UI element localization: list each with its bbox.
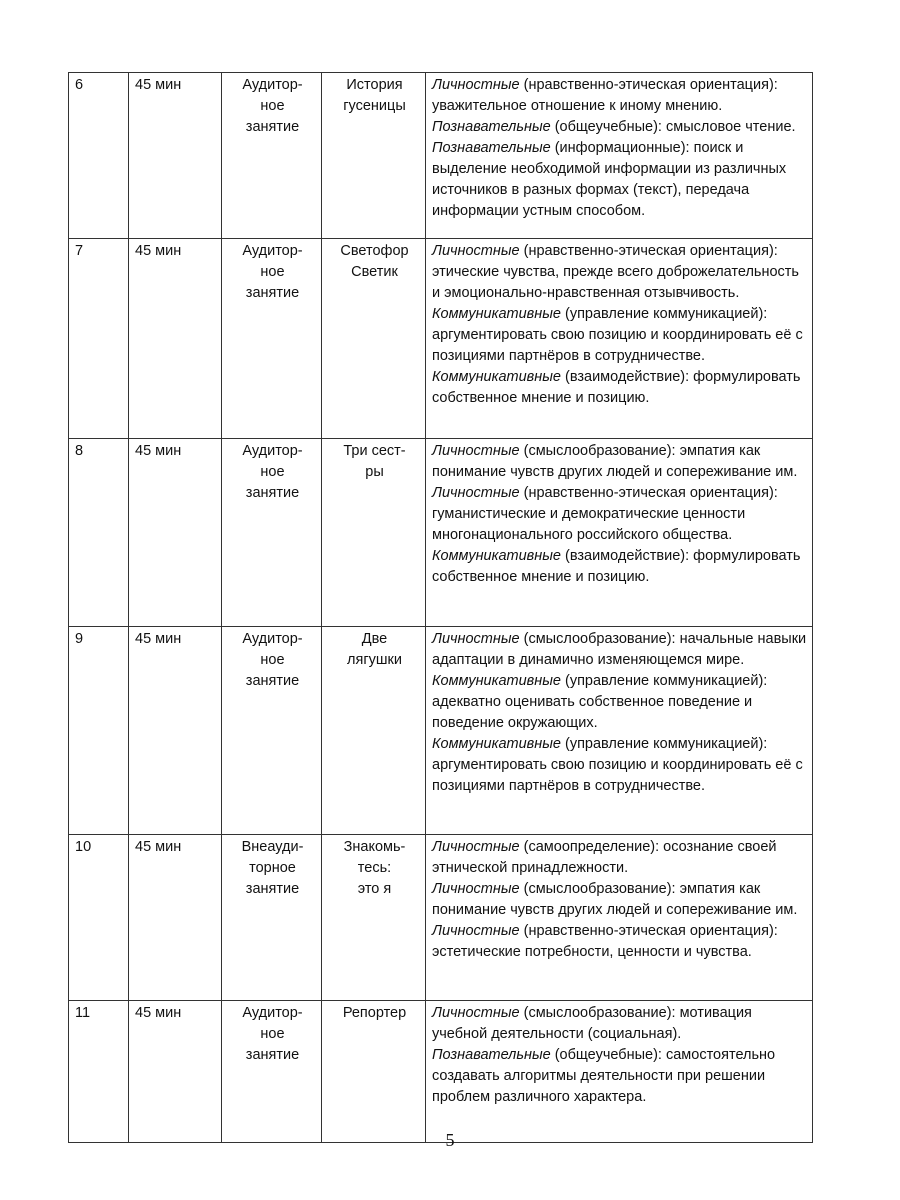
lesson-number-cell: 7 (69, 239, 129, 439)
learning-outcome-item (432, 546, 808, 588)
outcome-category: Личностные (432, 443, 520, 459)
learning-outcomes-cell (426, 439, 813, 627)
lesson-topic-cell: Три сест- ры (322, 439, 426, 627)
learning-outcome-item (432, 138, 808, 222)
learning-outcome-item (432, 441, 808, 483)
learning-outcome-item (432, 304, 808, 367)
outcome-description: (нравственно-этическая ориентация): гуманистические и демократические ценности многонационального российского общества. (432, 485, 778, 543)
outcome-description: (нравственно-этическая ориентация): эстетические потребности, ценности и чувства. (432, 923, 778, 960)
outcome-description: (смыслообразование): эмпатия как понимание чувств других людей и сопереживание им. (432, 881, 798, 918)
learning-outcome-item (432, 671, 808, 734)
outcome-description: (общеучебные): самостоятельно создавать алгоритмы деятельности при решении проблем различного характера. (432, 1047, 776, 1105)
outcome-description: (информационные): поиск и выделение необходимой информации из различных источников в разных формах (текст), передача информации устным способом. (432, 140, 787, 219)
lesson-topic-cell: Светофор Светик (322, 239, 426, 439)
lesson-number-cell: 10 (69, 835, 129, 1001)
learning-outcomes-cell (426, 835, 813, 1001)
outcome-category: Познавательные (432, 1047, 551, 1063)
learning-outcome-item (432, 1003, 808, 1045)
learning-outcome-item (432, 1045, 808, 1108)
outcome-category: Личностные (432, 881, 520, 897)
outcome-description: (нравственно-этическая ориентация): уважительное отношение к иному мнению. (432, 77, 778, 114)
page-number: 5 (445, 1130, 455, 1150)
lesson-duration-cell: 45 мин (129, 1001, 222, 1143)
lesson-form-cell: Аудитор- ное занятие (222, 627, 322, 835)
lesson-duration-cell: 45 мин (129, 439, 222, 627)
outcome-category: Личностные (432, 1005, 520, 1021)
outcome-category: Коммуникативные (432, 548, 561, 564)
outcome-description: (взаимодействие): формулировать собственное мнение и позицию. (432, 548, 801, 585)
lesson-topic-cell: История гусеницы (322, 73, 426, 239)
table-row (69, 73, 813, 239)
outcome-category: Личностные (432, 923, 520, 939)
learning-outcomes-cell (426, 73, 813, 239)
learning-outcome-item (432, 483, 808, 546)
learning-outcome-item (432, 879, 808, 921)
outcome-description: (нравственно-этическая ориентация): этические чувства, прежде всего доброжелательность и эмоционально-нравственная отзывчивость. (432, 243, 799, 301)
outcome-category: Познавательные (432, 119, 551, 135)
lesson-number-cell: 8 (69, 439, 129, 627)
outcome-description: (управление коммуникацией): адекватно оценивать собственное поведение и поведение окружающих. (432, 673, 768, 731)
outcome-description: (управление коммуникацией): аргументировать свою позицию и координировать её с позициями партнёров в сотрудничестве. (432, 736, 803, 794)
lesson-topic-cell: Репортер (322, 1001, 426, 1143)
lesson-duration-cell: 45 мин (129, 627, 222, 835)
lesson-topic-cell: Две лягушки (322, 627, 426, 835)
lesson-plan-body (69, 73, 813, 1143)
outcome-category: Коммуникативные (432, 306, 561, 322)
lesson-form-cell: Аудитор- ное занятие (222, 73, 322, 239)
table-row (69, 1001, 813, 1143)
lesson-number-cell: 11 (69, 1001, 129, 1143)
learning-outcome-item (432, 629, 808, 671)
learning-outcome-item (432, 921, 808, 963)
outcome-description: (общеучебные): смысловое чтение. (550, 119, 796, 135)
outcome-category: Личностные (432, 243, 520, 259)
table-row (69, 627, 813, 835)
outcome-category: Познавательные (432, 140, 551, 156)
learning-outcome-item (432, 734, 808, 797)
outcome-category: Коммуникативные (432, 369, 561, 385)
learning-outcome-item (432, 837, 808, 879)
learning-outcome-item (432, 241, 808, 304)
outcome-description: (управление коммуникацией): аргументировать свою позицию и координировать её с позициями партнёров в сотрудничестве. (432, 306, 803, 364)
lesson-duration-cell: 45 мин (129, 239, 222, 439)
outcome-category: Личностные (432, 631, 520, 647)
table-row (69, 439, 813, 627)
outcome-category: Коммуникативные (432, 673, 561, 689)
lesson-form-cell: Аудитор- ное занятие (222, 1001, 322, 1143)
lesson-topic-cell: Знакомь- тесь: это я (322, 835, 426, 1001)
lesson-duration-cell: 45 мин (129, 835, 222, 1001)
outcome-description: (смыслообразование): начальные навыки адаптации в динамично изменяющемся мире. (432, 631, 807, 668)
learning-outcome-item (432, 117, 808, 138)
learning-outcome-item (432, 367, 808, 409)
outcome-category: Личностные (432, 485, 520, 501)
learning-outcomes-cell (426, 627, 813, 835)
outcome-category: Личностные (432, 77, 520, 93)
outcome-category: Коммуникативные (432, 736, 561, 752)
table-row (69, 239, 813, 439)
learning-outcomes-cell (426, 1001, 813, 1143)
learning-outcomes-cell (426, 239, 813, 439)
outcome-category: Личностные (432, 839, 520, 855)
outcome-description: (смыслообразование): эмпатия как понимание чувств других людей и сопереживание им. (432, 443, 798, 480)
outcome-description: (смыслообразование): мотивация учебной деятельности (социальная). (432, 1005, 752, 1042)
outcome-description: (взаимодействие): формулировать собственное мнение и позицию. (432, 369, 801, 406)
lesson-number-cell: 9 (69, 627, 129, 835)
lesson-number-cell: 6 (69, 73, 129, 239)
lesson-form-cell: Внеауди- торное занятие (222, 835, 322, 1001)
learning-outcome-item (432, 75, 808, 117)
outcome-description: (самоопределение): осознание своей этнической принадлежности. (432, 839, 777, 876)
table-row (69, 835, 813, 1001)
lesson-form-cell: Аудитор- ное занятие (222, 239, 322, 439)
lesson-form-cell: Аудитор- ное занятие (222, 439, 322, 627)
lesson-plan-table (68, 72, 813, 1143)
lesson-duration-cell: 45 мин (129, 73, 222, 239)
